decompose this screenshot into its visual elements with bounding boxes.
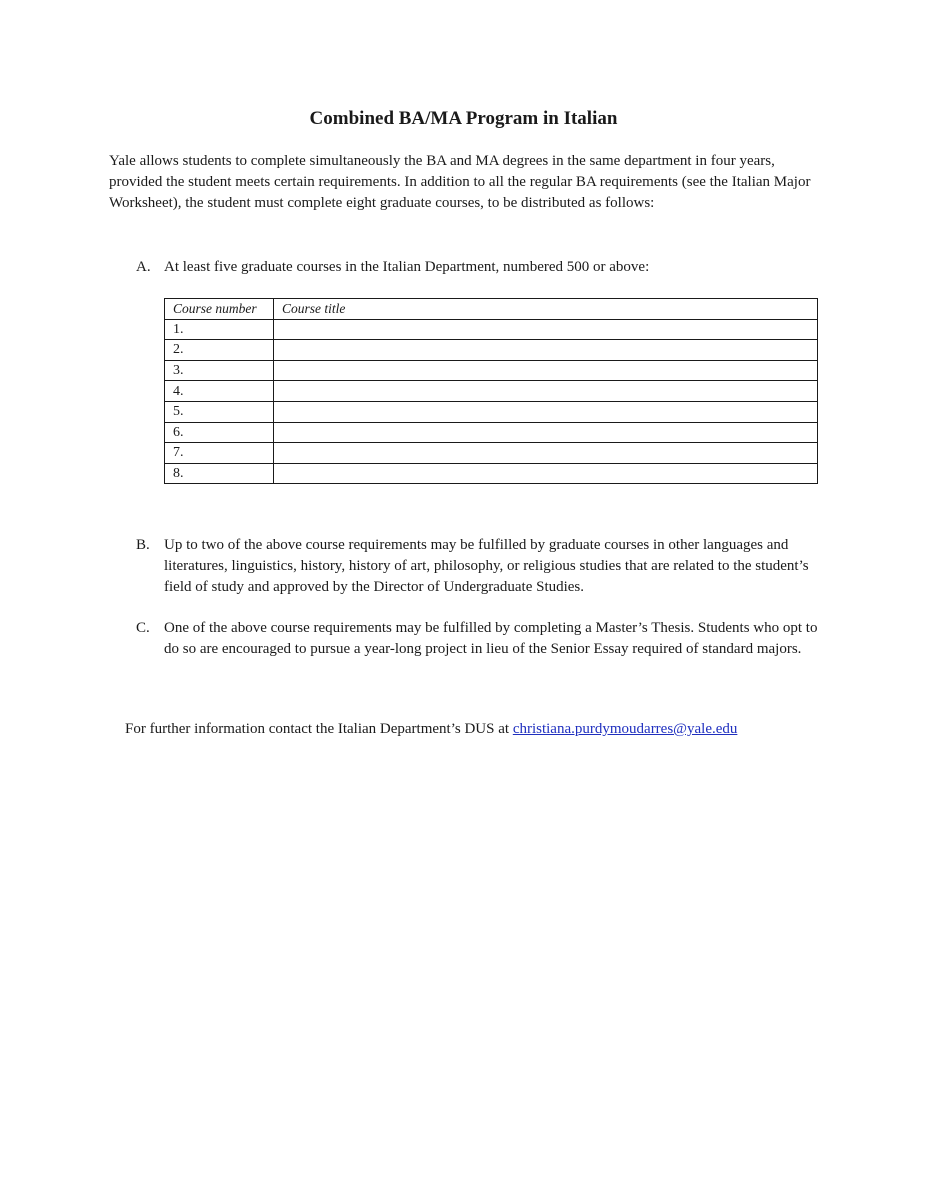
course-table: [164, 298, 818, 484]
course-title-cell[interactable]: [274, 422, 818, 443]
table-row: [165, 422, 818, 443]
table-header-row: [165, 299, 818, 320]
course-title-cell[interactable]: [274, 319, 818, 340]
course-title-cell[interactable]: [274, 340, 818, 361]
dus-email-link[interactable]: christiana.purdymoudarres@yale.edu: [512, 721, 738, 737]
requirement-a-text: At least five graduate courses in the Italian Department, numbered 500 or above:: [164, 259, 650, 275]
course-number-cell: 4.: [165, 381, 274, 402]
course-number-cell: 8.: [165, 463, 274, 484]
intro-paragraph: Yale allows students to complete simultaneously the BA and MA degrees in the same department in four years, provided the student meets certain requirements. In addition to all the regular BA requirements (see the Italian Major Worksheet), the student must complete eight graduate courses, to be distributed as follows:: [109, 153, 811, 211]
course-number-cell: 2.: [165, 340, 274, 361]
column-header-course-title: Course title: [274, 299, 818, 320]
course-number-cell: 6.: [165, 422, 274, 443]
course-number-cell: 3.: [165, 360, 274, 381]
course-title-cell[interactable]: [274, 443, 818, 464]
table-row: [165, 401, 818, 422]
contact-footer: [125, 719, 885, 740]
course-title-cell[interactable]: [274, 463, 818, 484]
course-title-cell[interactable]: [274, 360, 818, 381]
contact-text: For further information contact the Italian Department’s DUS at: [125, 721, 513, 737]
table-row: [165, 443, 818, 464]
requirement-c: [136, 618, 836, 681]
requirement-a: [136, 257, 836, 278]
requirement-b: [136, 535, 836, 598]
table-row: [165, 340, 818, 361]
course-number-cell: 7.: [165, 443, 274, 464]
table-row: [165, 381, 818, 402]
requirement-c-text: One of the above course requirements may be fulfilled by completing a Master’s Thesis. Students who opt to do so are encouraged to pursue a year-long project in lieu of the Senior Essay required of standard majors.: [164, 620, 818, 657]
table-row: [165, 360, 818, 381]
course-number-cell: 5.: [165, 401, 274, 422]
requirement-b-marker: B.: [136, 537, 150, 553]
requirement-b-text: Up to two of the above course requirements may be fulfilled by graduate courses in other languages and literatures, linguistics, history, history of art, philosophy, or religious studies that are related to the student’s field of study and approved by the Director of Undergraduate Studies.: [164, 537, 809, 595]
course-title-cell[interactable]: [274, 381, 818, 402]
course-number-cell: 1.: [165, 319, 274, 340]
page-title: Combined BA/MA Program in Italian: [309, 108, 618, 129]
column-header-course-number: Course number: [165, 299, 274, 320]
course-title-cell[interactable]: [274, 401, 818, 422]
requirement-a-marker: A.: [136, 259, 151, 275]
requirement-c-marker: C.: [136, 620, 150, 636]
table-row: [165, 463, 818, 484]
table-row: [165, 319, 818, 340]
